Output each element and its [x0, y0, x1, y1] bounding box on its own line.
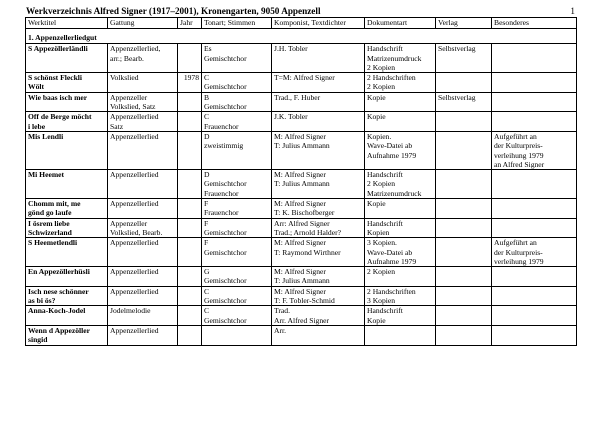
cell-komponist-line: Trad.; Arnold Halder?: [274, 227, 341, 237]
cell-komponist-line: T: K. Bischofberger: [274, 208, 335, 218]
cell-werktitel: [26, 92, 108, 112]
cell-besonderes: [492, 44, 577, 73]
cell-dokumentart-line: Handschrift: [367, 44, 403, 54]
cell-besonderes-line: der Kulturpreis-: [494, 247, 543, 257]
cell-tonart-line: Frauenchor: [204, 121, 239, 131]
cell-dokumentart: [365, 286, 436, 306]
section-row: [26, 29, 577, 44]
cell-werktitel-line: Mis Lendli: [28, 131, 64, 141]
cell-dokumentart-line: Kopie: [367, 199, 386, 209]
cell-werktitel: [26, 325, 108, 345]
cell-dokumentart-line: 2 Kopien: [367, 62, 396, 72]
cell-dokumentart-line: Kopien.: [367, 131, 392, 141]
cell-komponist: [272, 199, 365, 219]
cell-komponist-line: M: Alfred Signer: [274, 199, 326, 209]
cell-dokumentart: [365, 218, 436, 238]
cell-besonderes: [492, 170, 577, 199]
cell-tonart-line: Gemischtchor: [204, 247, 247, 257]
cell-verlag: [436, 286, 492, 306]
cell-komponist-line: T: Julius Ammann: [274, 141, 330, 151]
cell-gattung-line: Appenzellerlied: [110, 131, 159, 141]
cell-komponist-line: J.K. Tobler: [274, 112, 308, 122]
cell-besonderes: [492, 73, 577, 93]
cell-besonderes: [492, 238, 577, 267]
cell-tonart-line: Gemischtchor: [204, 276, 247, 286]
document-title: Werkverzeichnis Alfred Signer (1917–2001), Kronengarten, 9050 Appenzell: [26, 6, 321, 16]
cell-gattung: [108, 306, 178, 326]
cell-tonart: [202, 199, 272, 219]
cell-jahr: [178, 286, 202, 306]
cell-gattung-line: Appenzellerlied: [110, 286, 159, 296]
cell-dokumentart: [365, 92, 436, 112]
cell-komponist-line: T: Raymond Wirthner: [274, 247, 341, 257]
cell-tonart-line: Gemischtchor: [204, 53, 247, 63]
cell-werktitel-line: gönd go laufe: [28, 208, 72, 218]
cell-komponist-line: Trad.: [274, 306, 290, 316]
cell-jahr: [178, 267, 202, 287]
cell-dokumentart-line: Matrizenumdruck: [367, 53, 422, 63]
column-header-jahr: Jahr: [178, 18, 202, 29]
cell-dokumentart: [365, 325, 436, 345]
cell-verlag: [436, 131, 492, 169]
cell-jahr: [178, 238, 202, 267]
cell-verlag: [436, 306, 492, 326]
cell-dokumentart-line: 3 Kopien: [367, 296, 396, 306]
cell-tonart: [202, 73, 272, 93]
cell-gattung: [108, 44, 178, 73]
cell-besonderes-line: der Kulturpreis-: [494, 141, 543, 151]
cell-besonderes-line: verleihung 1979: [494, 150, 544, 160]
cell-dokumentart: [365, 73, 436, 93]
cell-werktitel: [26, 218, 108, 238]
cell-dokumentart-line: 2 Kopien: [367, 82, 396, 92]
cell-komponist-line: M: Alfred Signer: [274, 170, 326, 180]
cell-tonart: [202, 267, 272, 287]
cell-gattung-line: Appenzellerlied: [110, 267, 159, 277]
cell-tonart-line: F: [204, 199, 209, 209]
cell-dokumentart-line: 2 Handschriften: [367, 286, 416, 296]
cell-tonart-line: Gemischtchor: [204, 227, 247, 237]
table-row: [26, 73, 577, 93]
cell-tonart-line: Gemischtchor: [204, 296, 247, 306]
cell-gattung-line: Appenzellerlied: [110, 238, 159, 248]
cell-gattung-line: Appenzellerlied: [110, 112, 159, 122]
cell-werktitel-line: Off de Berge möcht: [28, 112, 92, 122]
cell-komponist-line: T=M: Alfred Signer: [274, 73, 335, 83]
table-row: [26, 112, 577, 132]
cell-tonart-line: Es: [204, 44, 212, 54]
cell-besonderes: [492, 218, 577, 238]
cell-dokumentart-line: 2 Handschriften: [367, 73, 416, 83]
cell-komponist: [272, 306, 365, 326]
cell-gattung: [108, 73, 178, 93]
cell-tonart-line: C: [204, 112, 210, 122]
cell-dokumentart-line: 3 Kopien.: [367, 238, 397, 248]
cell-gattung: [108, 112, 178, 132]
cell-werktitel: [26, 306, 108, 326]
cell-gattung-line: Volkslied: [110, 73, 139, 83]
cell-tonart-line: C: [204, 73, 210, 83]
cell-werktitel-line: Mi Heemet: [28, 170, 65, 180]
cell-dokumentart-line: Kopie: [367, 315, 386, 325]
cell-jahr: [178, 218, 202, 238]
table-row: [26, 131, 577, 169]
cell-verlag: [436, 267, 492, 287]
cell-tonart-line: zweistimmig: [204, 141, 244, 151]
cell-dokumentart-line: Aufnahme 1979: [367, 256, 417, 266]
cell-dokumentart: [365, 112, 436, 132]
page-number: 1: [570, 6, 575, 16]
cell-komponist: [272, 44, 365, 73]
column-header-gattung: Gattung: [108, 18, 178, 29]
cell-werktitel: [26, 73, 108, 93]
table-row: [26, 325, 577, 345]
cell-werktitel-line: Wenn d Appezöller: [28, 325, 91, 335]
table-row: [26, 286, 577, 306]
cell-jahr: [178, 199, 202, 219]
cell-tonart-line: F: [204, 238, 209, 248]
cell-komponist-line: M: Alfred Signer: [274, 131, 326, 141]
cell-dokumentart-line: Kopien: [367, 227, 390, 237]
cell-besonderes: [492, 306, 577, 326]
cell-tonart: [202, 306, 272, 326]
cell-komponist: [272, 73, 365, 93]
cell-dokumentart-line: Handschrift: [367, 170, 403, 180]
cell-gattung: [108, 286, 178, 306]
cell-besonderes: [492, 131, 577, 169]
column-header-komponist: Komponist, Textdichter: [272, 18, 365, 29]
cell-werktitel-line: singid: [28, 335, 48, 345]
table-header-row: [26, 18, 577, 29]
cell-tonart-line: Frauenchor: [204, 208, 239, 218]
table-row: [26, 44, 577, 73]
cell-werktitel: [26, 286, 108, 306]
cell-dokumentart: [365, 44, 436, 73]
column-header-besonderes: Besonderes: [492, 18, 577, 29]
cell-tonart: [202, 286, 272, 306]
table-row: [26, 218, 577, 238]
cell-werktitel-line: S Appezöllerländli: [28, 44, 88, 54]
cell-komponist: [272, 112, 365, 132]
cell-komponist-line: M: Alfred Signer: [274, 286, 326, 296]
cell-komponist-line: Arr: Alfred Signer: [274, 218, 330, 228]
cell-tonart: [202, 238, 272, 267]
cell-komponist: [272, 131, 365, 169]
cell-tonart-line: Frauenchor: [204, 188, 239, 198]
cell-verlag: [436, 170, 492, 199]
cell-tonart-line: B: [204, 92, 210, 102]
cell-werktitel-line: S Heemetlendli: [28, 238, 78, 248]
cell-tonart-line: G: [204, 267, 210, 277]
cell-dokumentart-line: Handschrift: [367, 306, 403, 316]
cell-komponist-line: T: F. Tobler-Schmid: [274, 296, 335, 306]
cell-gattung: [108, 199, 178, 219]
cell-gattung: [108, 170, 178, 199]
cell-werktitel-line: Schwizerland: [28, 227, 72, 237]
cell-jahr: [178, 131, 202, 169]
table-row: [26, 170, 577, 199]
cell-tonart-line: D: [204, 170, 210, 180]
cell-gattung: [108, 218, 178, 238]
cell-dokumentart-line: 2 Kopien: [367, 267, 396, 277]
cell-gattung-line: Volkslied, Satz: [110, 102, 156, 112]
cell-dokumentart-line: 2 Kopien: [367, 179, 396, 189]
cell-dokumentart: [365, 306, 436, 326]
cell-werktitel: [26, 44, 108, 73]
cell-gattung-line: Jodelmelodie: [110, 306, 151, 316]
cell-jahr: [178, 325, 202, 345]
cell-werktitel: [26, 199, 108, 219]
cell-werktitel: [26, 170, 108, 199]
cell-verlag: [436, 218, 492, 238]
cell-besonderes-line: an Alfred Signer: [494, 159, 545, 169]
cell-tonart: [202, 218, 272, 238]
table-row: [26, 92, 577, 112]
cell-besonderes: [492, 92, 577, 112]
cell-komponist: [272, 170, 365, 199]
cell-tonart: [202, 92, 272, 112]
cell-werktitel-line: En Appezöllerhüsli: [28, 267, 90, 277]
cell-besonderes: [492, 112, 577, 132]
cell-komponist-line: T: Julius Ammann: [274, 276, 330, 286]
column-header-dokumentart: Dokumentart: [365, 18, 436, 29]
cell-werktitel-line: Wie baas isch mer: [28, 92, 88, 102]
cell-verlag: [436, 325, 492, 345]
cell-verlag: [436, 238, 492, 267]
cell-gattung-line: Appenzellerlied: [110, 325, 159, 335]
cell-tonart: [202, 112, 272, 132]
cell-dokumentart-line: Wave-Datei ab: [367, 141, 413, 151]
cell-tonart: [202, 325, 272, 345]
cell-besonderes-line: Aufgeführt an: [494, 238, 537, 248]
cell-komponist-line: J.H. Tobler: [274, 44, 308, 54]
cell-werktitel: [26, 131, 108, 169]
cell-gattung: [108, 238, 178, 267]
cell-gattung-line: Volkslied, Bearb.: [110, 227, 163, 237]
cell-gattung-line: Satz: [110, 121, 124, 131]
cell-jahr: [178, 44, 202, 73]
cell-dokumentart-line: Matrizenumdruck: [367, 188, 422, 198]
cell-dokumentart: [365, 238, 436, 267]
cell-besonderes-line: verleihung 1979: [494, 256, 544, 266]
cell-werktitel-line: S schönst Fleckli: [28, 73, 83, 83]
cell-werktitel: [26, 267, 108, 287]
cell-komponist: [272, 238, 365, 267]
cell-verlag: [436, 44, 492, 73]
cell-tonart: [202, 131, 272, 169]
cell-gattung-line: Appenzeller: [110, 92, 148, 102]
cell-komponist: [272, 267, 365, 287]
cell-dokumentart-line: Kopie: [367, 112, 386, 122]
cell-tonart: [202, 44, 272, 73]
cell-tonart-line: C: [204, 286, 210, 296]
cell-dokumentart-line: Wave-Datei ab: [367, 247, 413, 257]
cell-werktitel-line: Isch nese schönner: [28, 286, 89, 296]
cell-besonderes: [492, 267, 577, 287]
cell-verlag: [436, 92, 492, 112]
cell-dokumentart: [365, 170, 436, 199]
cell-tonart-line: C: [204, 306, 210, 316]
cell-jahr: [178, 170, 202, 199]
cell-tonart: [202, 170, 272, 199]
cell-werktitel-line: as bi ös?: [28, 296, 56, 306]
cell-werktitel-line: Anna-Koch-Jodel: [28, 306, 86, 316]
cell-verlag-line: Selbstverlag: [438, 44, 476, 54]
cell-dokumentart-line: Handschrift: [367, 218, 403, 228]
cell-dokumentart-line: Aufnahme 1979: [367, 150, 417, 160]
section-heading: 1. Appenzellerliedgut: [26, 29, 577, 44]
cell-besonderes: [492, 286, 577, 306]
table-row: [26, 306, 577, 326]
cell-gattung: [108, 267, 178, 287]
cell-dokumentart: [365, 131, 436, 169]
cell-werktitel-line: Wölt: [28, 82, 45, 92]
cell-tonart-line: Gemischtchor: [204, 179, 247, 189]
cell-komponist-line: Arr. Alfred Signer: [274, 315, 330, 325]
cell-komponist: [272, 286, 365, 306]
cell-jahr: [178, 92, 202, 112]
cell-komponist-line: M: Alfred Signer: [274, 267, 326, 277]
cell-tonart-line: D: [204, 131, 210, 141]
cell-dokumentart: [365, 267, 436, 287]
cell-gattung-line: arr.; Bearb.: [110, 53, 144, 63]
cell-werktitel-line: i lebe: [28, 121, 46, 131]
cell-gattung-line: Appenzellerlied,: [110, 44, 161, 54]
cell-jahr: 1978: [178, 73, 202, 93]
cell-komponist: [272, 325, 365, 345]
column-header-werktitel: Werktitel: [26, 18, 108, 29]
cell-gattung-line: Appenzeller: [110, 218, 148, 228]
column-header-verlag: Verlag: [436, 18, 492, 29]
cell-gattung: [108, 325, 178, 345]
cell-verlag-line: Selbstverlag: [438, 92, 476, 102]
column-header-tonart: Tonart; Stimmen: [202, 18, 272, 29]
cell-verlag: [436, 112, 492, 132]
cell-komponist-line: T: Julius Ammann: [274, 179, 330, 189]
cell-jahr: [178, 112, 202, 132]
catalog-table: [25, 17, 577, 346]
cell-komponist: [272, 218, 365, 238]
cell-komponist: [272, 92, 365, 112]
cell-verlag: [436, 199, 492, 219]
cell-werktitel: [26, 238, 108, 267]
cell-gattung-line: Appenzellerlied: [110, 199, 159, 209]
table-row: [26, 199, 577, 219]
cell-besonderes: [492, 199, 577, 219]
cell-werktitel-line: I ösrem liebe: [28, 218, 70, 228]
cell-komponist-line: Trad., F. Huber: [274, 92, 321, 102]
cell-werktitel-line: Chomm mit, me: [28, 199, 81, 209]
cell-gattung: [108, 92, 178, 112]
cell-werktitel: [26, 112, 108, 132]
cell-dokumentart: [365, 199, 436, 219]
table-row: [26, 238, 577, 267]
cell-gattung-line: Appenzellerlied: [110, 170, 159, 180]
cell-komponist-line: M: Alfred Signer: [274, 238, 326, 248]
cell-verlag: [436, 73, 492, 93]
cell-tonart-line: Gemischtchor: [204, 315, 247, 325]
cell-gattung: [108, 131, 178, 169]
cell-tonart-line: Gemischtchor: [204, 102, 247, 112]
cell-besonderes: [492, 325, 577, 345]
cell-jahr: [178, 306, 202, 326]
cell-besonderes-line: Aufgeführt an: [494, 131, 537, 141]
cell-tonart-line: F: [204, 218, 209, 228]
cell-komponist-line: Arr.: [274, 325, 287, 335]
cell-tonart-line: Gemischtchor: [204, 82, 247, 92]
cell-dokumentart-line: Kopie: [367, 92, 386, 102]
table-row: [26, 267, 577, 287]
